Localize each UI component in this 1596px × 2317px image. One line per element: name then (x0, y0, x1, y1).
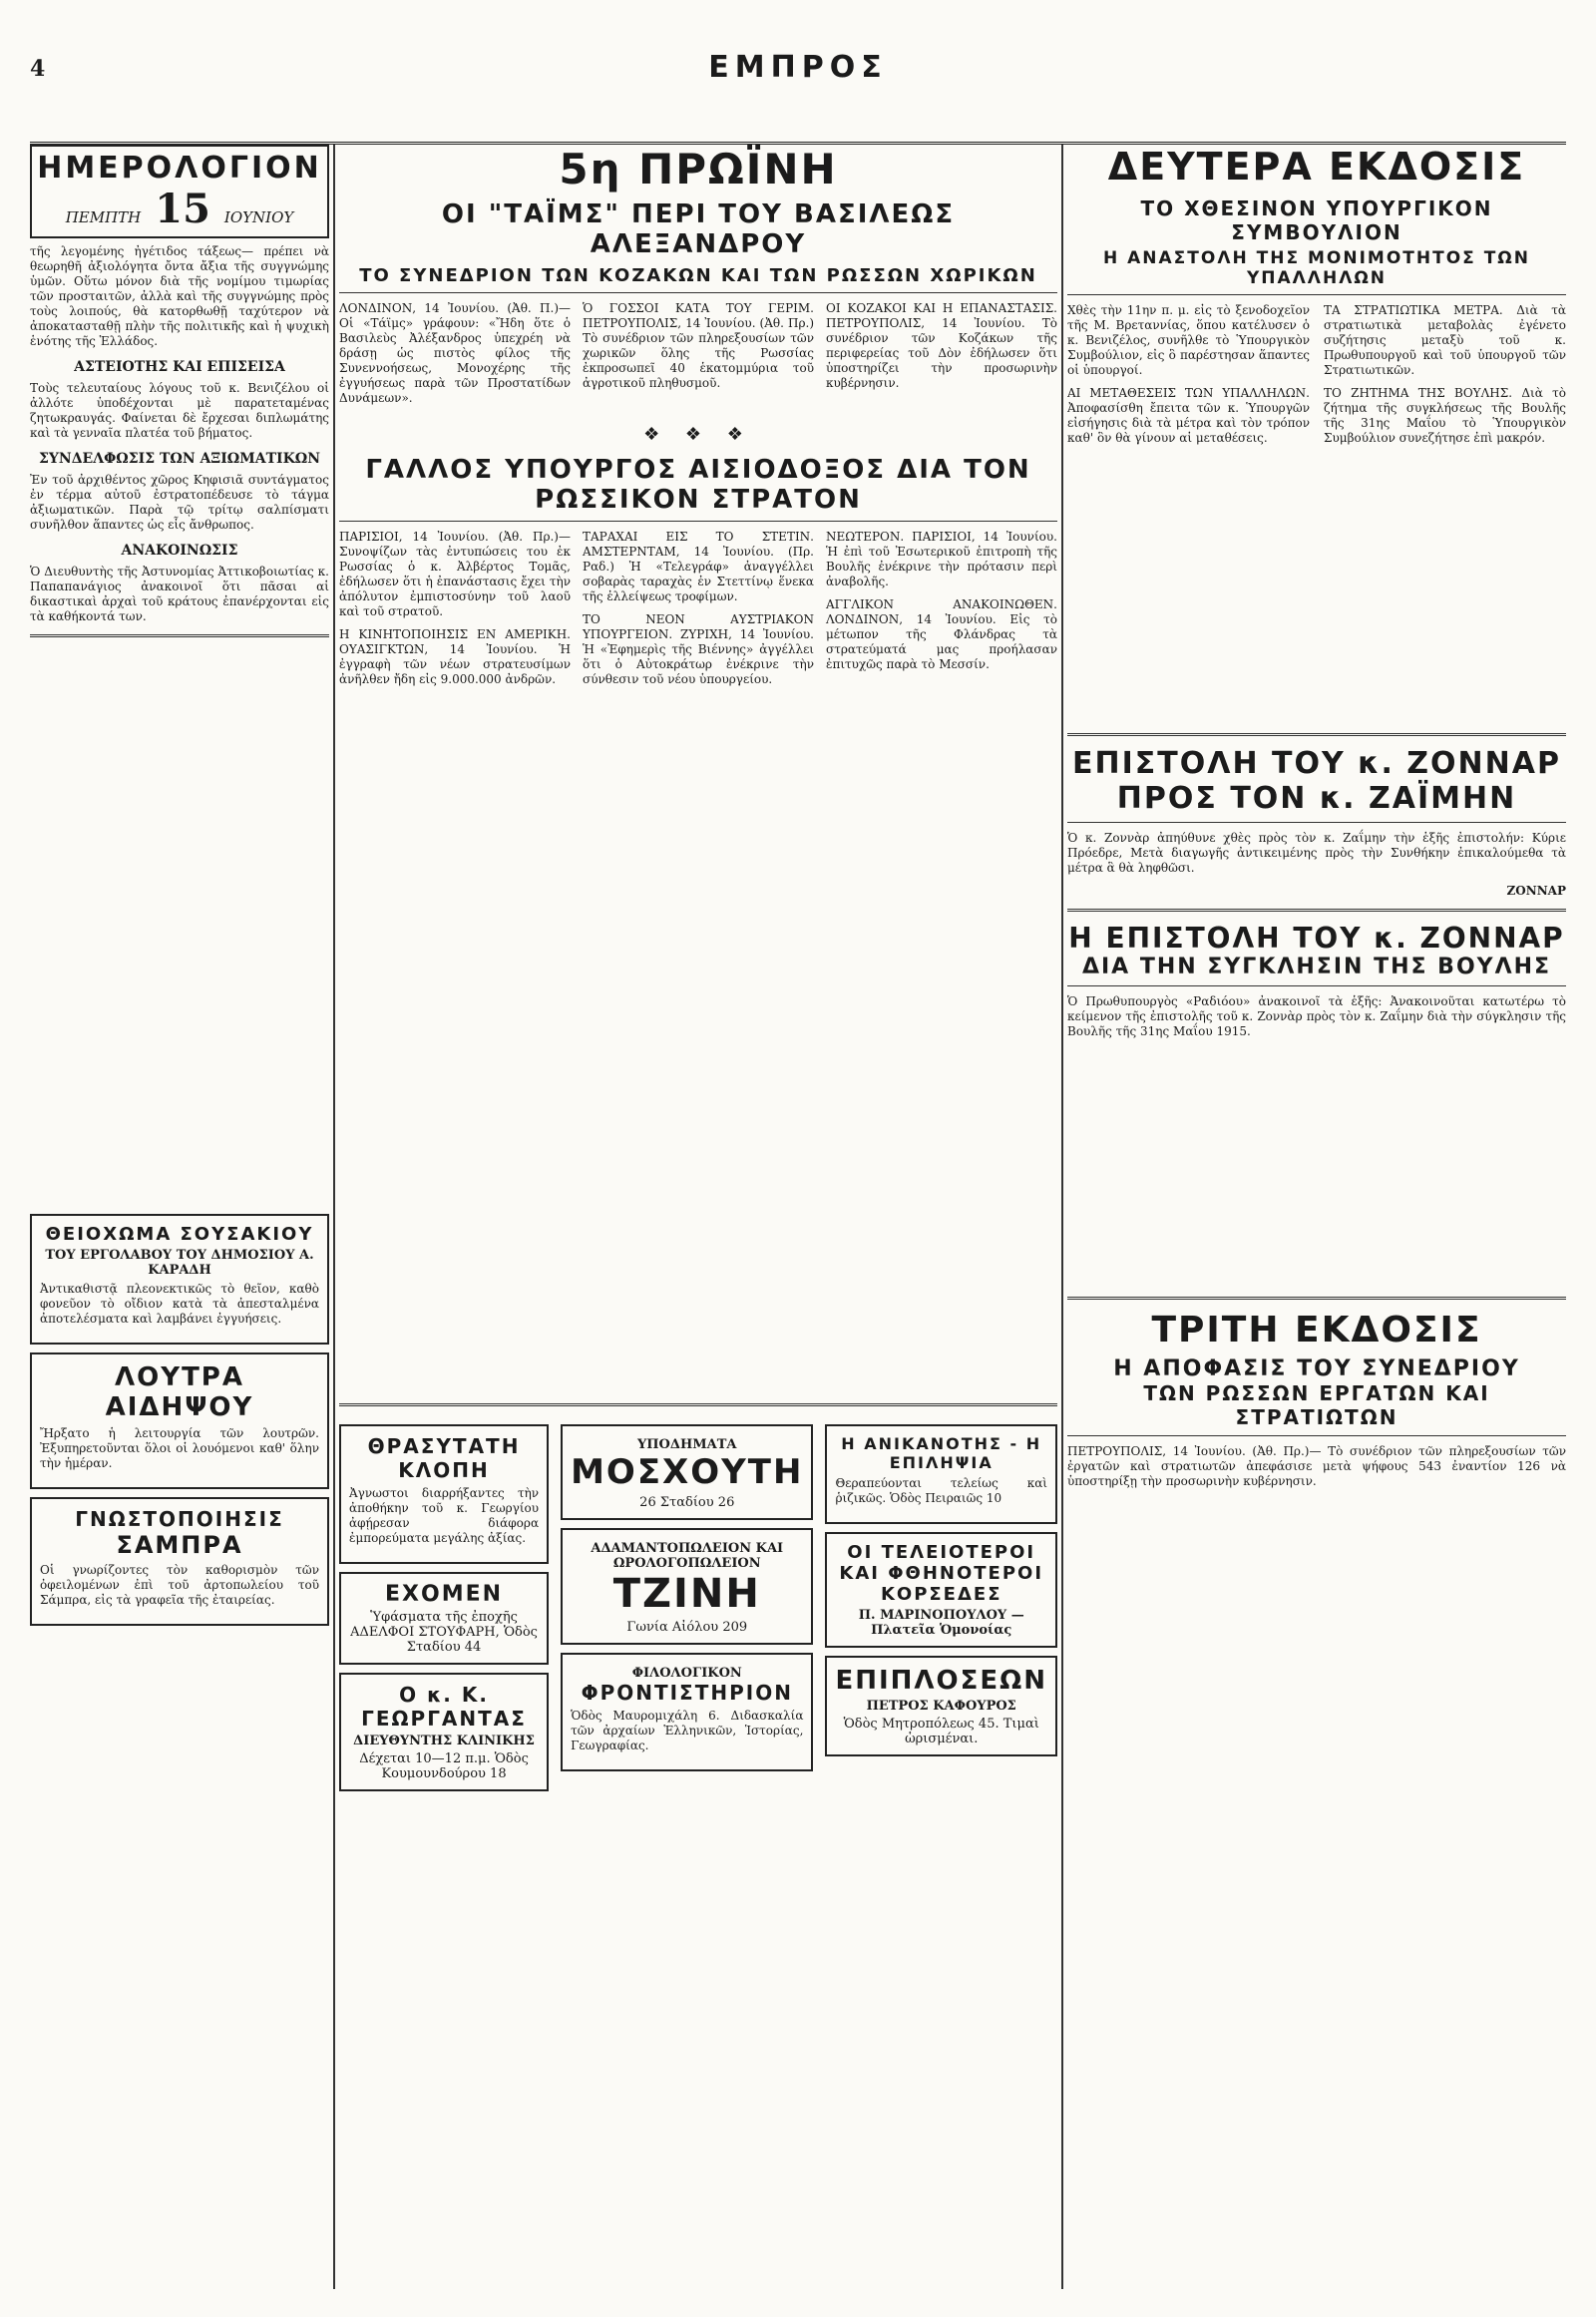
headline: ΤΩΝ ΡΩΣΣΩΝ ΕΡΓΑΤΩΝ ΚΑΙ ΣΤΡΑΤΙΩΤΩΝ (1067, 1381, 1566, 1436)
ad-text: Δέχεται 10—12 π.μ. Ὁδὸς Κουμουνδούρου 18 (359, 1751, 529, 1781)
article-heading: ΑΣΤΕΙΟΤΗΣ ΚΑΙ ΕΠΙΣΕΙΣΑ (74, 359, 285, 375)
column-right (1067, 145, 1566, 1497)
headline: ΓΑΛΛΟΣ ΥΠΟΥΡΓΟΣ ΑΙΣΙΟΔΟΞΟΣ ΔΙΑ ΤΟΝ ΡΩΣΣΙΚΟΝ ΣΤΡΑΤΟΝ (339, 455, 1057, 522)
article-heading: ΣΥΝΔΕΛΦΩΣΙΣ ΤΩΝ ΑΞΙΩΜΑΤΙΚΩΝ (39, 451, 320, 467)
article-text: Ὁ κ. Ζοννὰρ ἀπηύθυνε χθὲς πρὸς τὸν κ. Ζαΐμην τὴν ἑξῆς ἐπιστολήν: Κύριε Πρόεδρε, Μετὰ διαγωγῆς ἀντικειμένης πρὸς τὴν Συνθήκην ἐπικαλούμεθα τὰ μέτρα ἃ θὰ ληφθῶσι. (1067, 831, 1566, 875)
headline: Η ΕΠΙΣΤΟΛΗ ΤΟΥ κ. ΖΟΝΝΑΡ (1068, 922, 1565, 955)
spacer (1067, 454, 1566, 723)
divider (1067, 909, 1566, 912)
ad-subtitle: ΑΔΑΜΑΝΤΟΠΩΛΕΙΟΝ ΚΑΙ ΩΡΟΛΟΓΟΠΩΛΕΙΟΝ (591, 1541, 784, 1571)
headline: ΠΡΟΣ ΤΟΝ κ. ΖΑΪΜΗΝ (1067, 781, 1566, 823)
masthead (30, 50, 1566, 145)
advertisement (561, 1424, 813, 1520)
ad-title: ΕΠΙΠΛΟΣΕΩΝ (835, 1666, 1047, 1696)
ad-title: ΓΝΩΣΤΟΠΟΙΗΣΙΣ (75, 1507, 284, 1531)
article-text: ΝΕΩΤΕΡΟΝ. ΠΑΡΙΣΙΟΙ, 14 Ἰουνίου. Ἡ ἐπὶ τοῦ Ἐσωτερικοῦ ἐπιτροπὴ τῆς Βουλῆς ἐνέκρινε τὴν πρότασιν περὶ ἀναβολῆς. (826, 530, 1057, 588)
headline: Η ΑΠΟΦΑΣΙΣ ΤΟΥ ΣΥΝΕΔΡΙΟΥ (1113, 1356, 1520, 1381)
advertisement (339, 1424, 549, 1564)
ad-text: Ἤρξατο ἡ λειτουργία τῶν λουτρῶν. Ἐξυπηρετοῦνται ὅλοι οἱ λουόμενοι καθ' ὅλην τὴν ἡμέραν. (40, 1426, 319, 1470)
story-columns (339, 301, 1057, 414)
column-left (30, 145, 329, 1634)
calendar-box (30, 145, 329, 238)
advertisement (339, 1673, 549, 1791)
advertisement (30, 1352, 329, 1489)
advertisement (561, 1528, 813, 1645)
ad-text: Π. ΜΑΡΙΝΟΠΟΥΛΟΥ — Πλατεῖα Ὁμονοίας (858, 1608, 1024, 1638)
ad-text: 26 Σταδίου 26 (639, 1495, 735, 1510)
article-text: ΤΑΡΑΧΑΙ ΕΙΣ ΤΟ ΣΤΕΤΙΝ. ΑΜΣΤΕΡΝΤΑΜ, 14 Ἰουνίου. (Πρ. Ραδ.) Ἡ «Τελεγράφ» ἀναγγέλλει σοβαρὰς ταραχὰς ἐν Στεττίνῳ ἕνεκα τῆς ἐλλείψεως τροφίμων. (583, 530, 814, 603)
article-text: Ἐν τοῦ ἀρχιθέντος χῶρος Κηφισιᾶ συντάγματος ἐν τέρμα αὐτοῦ ἐστρατοπέδευσε τὸ τάγμα ἀξιωματικῶν. Παρὰ τῷ τρίτῳ σαλπίσματι συνῆλθον ἅπαντες ὡς εἷς ἄνθρωπος. (30, 473, 329, 532)
advertisement (561, 1653, 813, 1771)
ad-title: ΕΧΟΜΕΝ (385, 1582, 504, 1607)
article-text: Ὁ Πρωθυπουργὸς «Ραδιόου» ἀνακοινοῖ τὰ ἑξῆς: Ἀνακοινοῦται κατωτέρω τὸ κείμενον τῆς ἐπιστολῆς τοῦ κ. Ζοννὰρ πρὸς τὸν κ. Ζαΐμην διὰ τὴν σύγκλησιν τῆς Βουλῆς τῆς 31ης Μαΐου 1915. (1067, 994, 1566, 1038)
column-rule (333, 145, 335, 2289)
ad-title: ΟΙ ΤΕΛΕΙΟΤΕΡΟΙ ΚΑΙ ΦΘΗΝΟΤΕΡΟΙ ΚΟΡΣΕΔΕΣ (839, 1542, 1044, 1605)
ad-subtitle: ΦΙΛΟΛΟΓΙΚΟΝ (631, 1666, 742, 1681)
ad-title: ΘΕΙΟΧΩΜΑ ΣΟΥΣΑΚΙΟΥ (45, 1224, 314, 1245)
calendar-weekday: ΠΕΜΠΤΗ (65, 208, 142, 226)
article-text: ΠΕΤΡΟΥΠΟΛΙΣ, 14 Ἰουνίου. (Ἀθ. Πρ.)— Τὸ συνέδριον τῶν πληρεξουσίων τῶν ἐργατῶν καὶ στρατιωτῶν ἀπεφάσισε μετὰ ψήφους 543 ἐναντίον 126 νὰ ὑποστηρίξῃ τὴν προσωρινὴν κυβέρνησιν. (1067, 1444, 1566, 1488)
ad-subtitle: ΤΟΥ ΕΡΓΟΛΑΒΟΥ ΤΟΥ ΔΗΜΟΣΙΟΥ Α. ΚΑΡΑΔΗ (45, 1248, 314, 1278)
article-text: ΑΓΓΛΙΚΟΝ ΑΝΑΚΟΙΝΩΘΕΝ. ΛΟΝΔΙΝΟΝ, 14 Ἰουνίου. Εἰς τὸ μέτωπον τῆς Φλάνδρας τὰ στρατεύματά μας προήλασαν ἐπιτυχῶς παρὰ τὸ Μεσσίν. (826, 597, 1057, 671)
headline: ΔΙΑ ΤΗΝ ΣΥΓΚΛΗΣΙΝ ΤΗΣ ΒΟΥΛΗΣ (1067, 955, 1566, 986)
ad-title: ΛΟΥΤΡΑ ΑΙΔΗΨΟΥ (105, 1362, 254, 1422)
calendar-day: 15 (155, 186, 210, 232)
page-number: 4 (30, 56, 46, 82)
advertisement (30, 1497, 329, 1626)
ad-subtitle: ΠΕΤΡΟΣ ΚΑΦΟΥΡΟΣ (866, 1699, 1016, 1714)
ornament-divider: ❖ ❖ ❖ (643, 424, 753, 445)
spacer (30, 647, 329, 1206)
divider (1067, 1297, 1566, 1300)
advertisement (825, 1656, 1057, 1756)
article-text: ΠΑΡΙΣΙΟΙ, 14 Ἰουνίου. (Ἀθ. Πρ.)— Συνοψίζων τὰς ἐντυπώσεις του ἐκ Ρωσσίας ὁ κ. Ἀλβέρτος Τομᾶς, ἐδήλωσεν ὅτι ἡ ἐπανάστασις ἔχει τὴν ἀπόλυτον ἐμπιστοσύνην τοῦ λαοῦ καὶ τοῦ στρατοῦ. (339, 530, 571, 618)
ads-row (339, 1416, 1057, 1799)
headline: ΤΟ ΧΘΕΣΙΝΟΝ ΥΠΟΥΡΓΙΚΟΝ ΣΥΜΒΟΥΛΙΟΝ (1140, 196, 1493, 244)
article-text: Χθὲς τὴν 11ην π. μ. εἰς τὸ ξενοδοχεῖον τῆς Μ. Βρεταννίας, ὅπου κατέλυσεν ὁ κ. Βενιζέλος, συνῆλθε τὸ Ὑπουργικὸν Συμβούλιον, εἰς ὃ παρέστησαν ἅπαντες οἱ ὑπουργοί. (1067, 303, 1310, 377)
ad-text: Οἱ γνωρίζοντες τὸν καθορισμὸν τῶν ὀφειλομένων ἐπὶ τοῦ ἀρτοπωλείου τοῦ Σάμπρα, εἰς τὰ γραφεῖα τῆς ἐταιρείας. (40, 1563, 319, 1607)
article-text: ΟΙ ΚΟΖΑΚΟΙ ΚΑΙ Η ΕΠΑΝΑΣΤΑΣΙΣ. ΠΕΤΡΟΥΠΟΛΙΣ, 14 Ἰουνίου. Τὸ συνέδριον τῶν Κοζάκων τῆς περιφερείας τοῦ Δὸν ἐδήλωσεν ὅτι ὑποστηρίζει τὴν προσωρινὴν κυβέρνησιν. (826, 301, 1057, 390)
article-text: Ὁ ΓΟΣΣΟΙ ΚΑΤΑ ΤΟΥ ΓΕΡΙΜ. ΠΕΤΡΟΥΠΟΛΙΣ, 14 Ἰουνίου. (Ἀθ. Πρ.) Τὸ συνέδριον τῶν πληρεξουσίων τῶν χωρικῶν ὅλης τῆς Ρωσσίας ἐκπροσωπεῖ 40 ἑκατομμύρια τοῦ ἀγροτικοῦ πληθυσμοῦ. (583, 301, 814, 390)
article-text: ΛΟΝΔΙΝΟΝ, 14 Ἰουνίου. (Ἀθ. Π.)— Οἱ «Τάϊμς» γράφουν: «Ἤδη ὅτε ὁ Βασιλεὺς Ἀλέξανδρος ὑπεχρέη νὰ δράσῃ ὡς πιστὸς φίλος τῆς Συνεννοήσεως, Μονοχέρης τῆς ἐγγυήσεως παρὰ τῶν Προστατίδων Δυνάμεων». (339, 301, 571, 405)
sub-headline: ΤΟ ΣΥΝΕΔΡΙΟΝ ΤΩΝ ΚΟΖΑΚΩΝ ΚΑΙ ΤΩΝ ΡΩΣΣΩΝ ΧΩΡΙΚΩΝ (339, 265, 1057, 293)
headline: ΕΠΙΣΤΟΛΗ ΤΟΥ κ. ΖΟΝΝΑΡ (1072, 746, 1561, 781)
story-columns (339, 530, 1057, 695)
ad-text: Ἀντικαθιστᾷ πλεονεκτικῶς τὸ θεῖον, καθὸ φονεῦον τὸ οἴδιον κατὰ τὰ ἀπεσταλμένα ἀποτελέσματα καὶ λαμβάνει ἐγγυήσεις. (40, 1282, 319, 1326)
divider (339, 1403, 1057, 1406)
spacer (1067, 1047, 1566, 1287)
article-text: ΑΙ ΜΕΤΑΘΕΣΕΙΣ ΤΩΝ ΥΠΑΛΛΗΛΩΝ. Ἀποφασίσθη ἔπειτα τῶν κ. Ὑπουργῶν εἰσήγησις διὰ τὰ μέτρα καὶ τὸν τρόπον καθ' ὃν θὰ γίνουν αἱ μεταθέσεις. (1067, 386, 1310, 445)
article-text: ΤΟ ΖΗΤΗΜΑ ΤΗΣ ΒΟΥΛΗΣ. Διὰ τὸ ζήτημα τῆς συγκλήσεως τῆς Βουλῆς τῆς 31ης Μαΐου τὸ Ὑπουργικὸν Συμβούλιον συνεζήτησε ἐπὶ μακρόν. (1324, 386, 1566, 445)
ad-text: Ὁδὸς Μητροπόλεως 45. Τιμαὶ ὡρισμέναι. (843, 1717, 1039, 1746)
spacer (339, 695, 1057, 1393)
column-center (339, 145, 1057, 1799)
advertisement (825, 1424, 1057, 1524)
ad-text: Ὑφάσματα τῆς ἐποχῆς ΑΔΕΛΦΟΙ ΣΤΟΥΦΑΡΗ, Ὁδὸς Σταδίου 44 (350, 1610, 538, 1655)
calendar-title: ΗΜΕΡΟΛΟΓΙΟΝ (37, 151, 322, 186)
calendar-date (36, 186, 323, 232)
story-columns (1067, 303, 1566, 454)
ad-title: ΦΡΟΝΤΙΣΤΗΡΙΟΝ (581, 1681, 793, 1705)
ad-subtitle: ΔΙΕΥΘΥΝΤΗΣ ΚΛΙΝΙΚΗΣ (353, 1734, 535, 1748)
ad-subtitle: ΥΠΟΔΗΜΑΤΑ (637, 1437, 737, 1452)
ad-title: ΜΟΣΧΟΥΤΗ (571, 1452, 804, 1492)
divider (30, 634, 329, 637)
ad-subtitle: ΣΑΜΠΡΑ (116, 1531, 243, 1559)
ad-text: Θεραπεύονται τελείως καὶ ῥιζικῶς. Ὁδὸς Πειραιῶς 10 (835, 1476, 1047, 1505)
advertisement (339, 1572, 549, 1665)
article-text: ΤΑ ΣΤΡΑΤΙΩΤΙΚΑ ΜΕΤΡΑ. Διὰ τὰ στρατιωτικὰ μεταβολὰς ἐγένετο συζήτησις μεταξὺ τοῦ κ. Πρωθυπουργοῦ καὶ τοῦ ὑπουργοῦ τῶν Στρατιωτικῶν. (1324, 303, 1566, 377)
calendar-month: ΙΟΥΝΙΟΥ (223, 208, 294, 226)
article-text: Ὁ Διευθυντὴς τῆς Ἀστυνομίας Ἀττικοβοιωτίας κ. Παπαπανάγιος ἀνακοινοῖ ὅτι πᾶσαι αἱ δικαστικαὶ ἀρχαὶ τοῦ κράτους ἐπανέρχονται εἰς τὰ καθήκοντά των. (30, 565, 329, 623)
ad-text: Ἀγνωστοι διαρρήξαντες τὴν ἀποθήκην τοῦ κ. Γεωργίου ἀφῄρεσαν διάφορα ἐμπορεύματα μεγάλης ἀξίας. (349, 1486, 540, 1545)
advertisement (30, 1214, 329, 1345)
column-rule (1061, 145, 1063, 2289)
advertisement (825, 1532, 1057, 1648)
edition-title: 5η ΠΡΩΪΝΗ (559, 145, 838, 193)
ad-text: Ὁδὸς Μαυρομιχάλη 6. Διδασκαλία τῶν ἀρχαίων Ἑλληνικῶν, Ἱστορίας, Γεωγραφίας. (571, 1709, 804, 1752)
ad-title: ΘΡΑΣΥΤΑΤΗ ΚΛΟΠΗ (367, 1434, 521, 1482)
article-text: ΤΟ ΝΕΟΝ ΑΥΣΤΡΙΑΚΟΝ ΥΠΟΥΡΓΕΙΟΝ. ΖΥΡΙΧΗ, 14 Ἰουνίου. Ἡ «Ἐφημερὶς τῆς Βιέννης» ἀγγέλλει ὅτι ὁ Αὐτοκράτωρ ἐνέκρινε τὴν σύνθεσιν τοῦ νέου ὑπουργείου. (583, 612, 814, 686)
edition-title: ΔΕΥΤΕΡΑ ΕΚΔΟΣΙΣ (1107, 145, 1526, 189)
ad-title: ΤΖΙΝΗ (612, 1571, 761, 1617)
article-text: Η ΚΙΝΗΤΟΠΟΙΗΣΙΣ ΕΝ ΑΜΕΡΙΚΗ. ΟΥΑΣΙΓΚΤΩΝ, 14 Ἰουνίου. Ἡ ἐγγραφὴ τῶν νέων στρατευσίμων ἀνῆλθεν ἤδη εἰς 9.000.000 ἀνδρῶν. (339, 627, 571, 686)
ad-title: Ο κ. Κ. ΓΕΩΡΓΑΝΤΑΣ (361, 1683, 527, 1731)
edition-title: ΤΡΙΤΗ ΕΚΔΟΣΙΣ (1151, 1310, 1482, 1351)
article-heading: ΑΝΑΚΟΙΝΩΣΙΣ (121, 543, 238, 559)
article-text: τῆς λεγομένης ἠγέτιδος τάξεως— πρέπει νὰ θεωρηθῆ ἀξιολόγητα ὄντα ἄξια τῆς συγγνώμης ὑμῶν. Οὕτω μόνον διὰ τῆς νομίμου τιμωρίας τῶν προσταιτῶν, ἀλλὰ καὶ τῆς συγγνώμης πρὸς τοὺς λοιπούς, θὰ κατορθωθῇ ταχύτερον νὰ ἀποκατασταθῇ πλὴν τῆς πολιτικῆς καὶ ἡ ψυχικὴ ἑνότης τῆς Ἑλλάδος. (30, 244, 329, 348)
headline: Η ΑΝΑΣΤΟΛΗ ΤΗΣ ΜΟΝΙΜΟΤΗΤΟΣ ΤΩΝ ΥΠΑΛΛΗΛΩΝ (1067, 248, 1566, 295)
article-text: Τοὺς τελευταίους λόγους τοῦ κ. Βενιζέλου οἱ ἀλλότε ὑποδέχονται μὲ παρατεταμένας ζητωκραυγάς. Φαίνεται δὲ ἔρχεσαι διπλωμάτης καὶ τὰ γενναῖα πλατέα τοῦ βήματος. (30, 381, 329, 440)
main-headline: ΟΙ "ΤΑΪΜΣ" ΠΕΡΙ ΤΟΥ ΒΑΣΙΛΕΩΣ ΑΛΕΞΑΝΔΡΟΥ (441, 199, 956, 259)
divider (1067, 733, 1566, 736)
ad-title: Η ΑΝΙΚΑΝΟΤΗΣ - Η ΕΠΙΛΗΨΙΑ (841, 1434, 1042, 1472)
signature: ΖΟΝΝΑΡ (1506, 884, 1566, 898)
newspaper-title: ΕΜΠΡΟΣ (708, 50, 888, 85)
ad-text: Γωνία Αἰόλου 209 (626, 1620, 748, 1635)
